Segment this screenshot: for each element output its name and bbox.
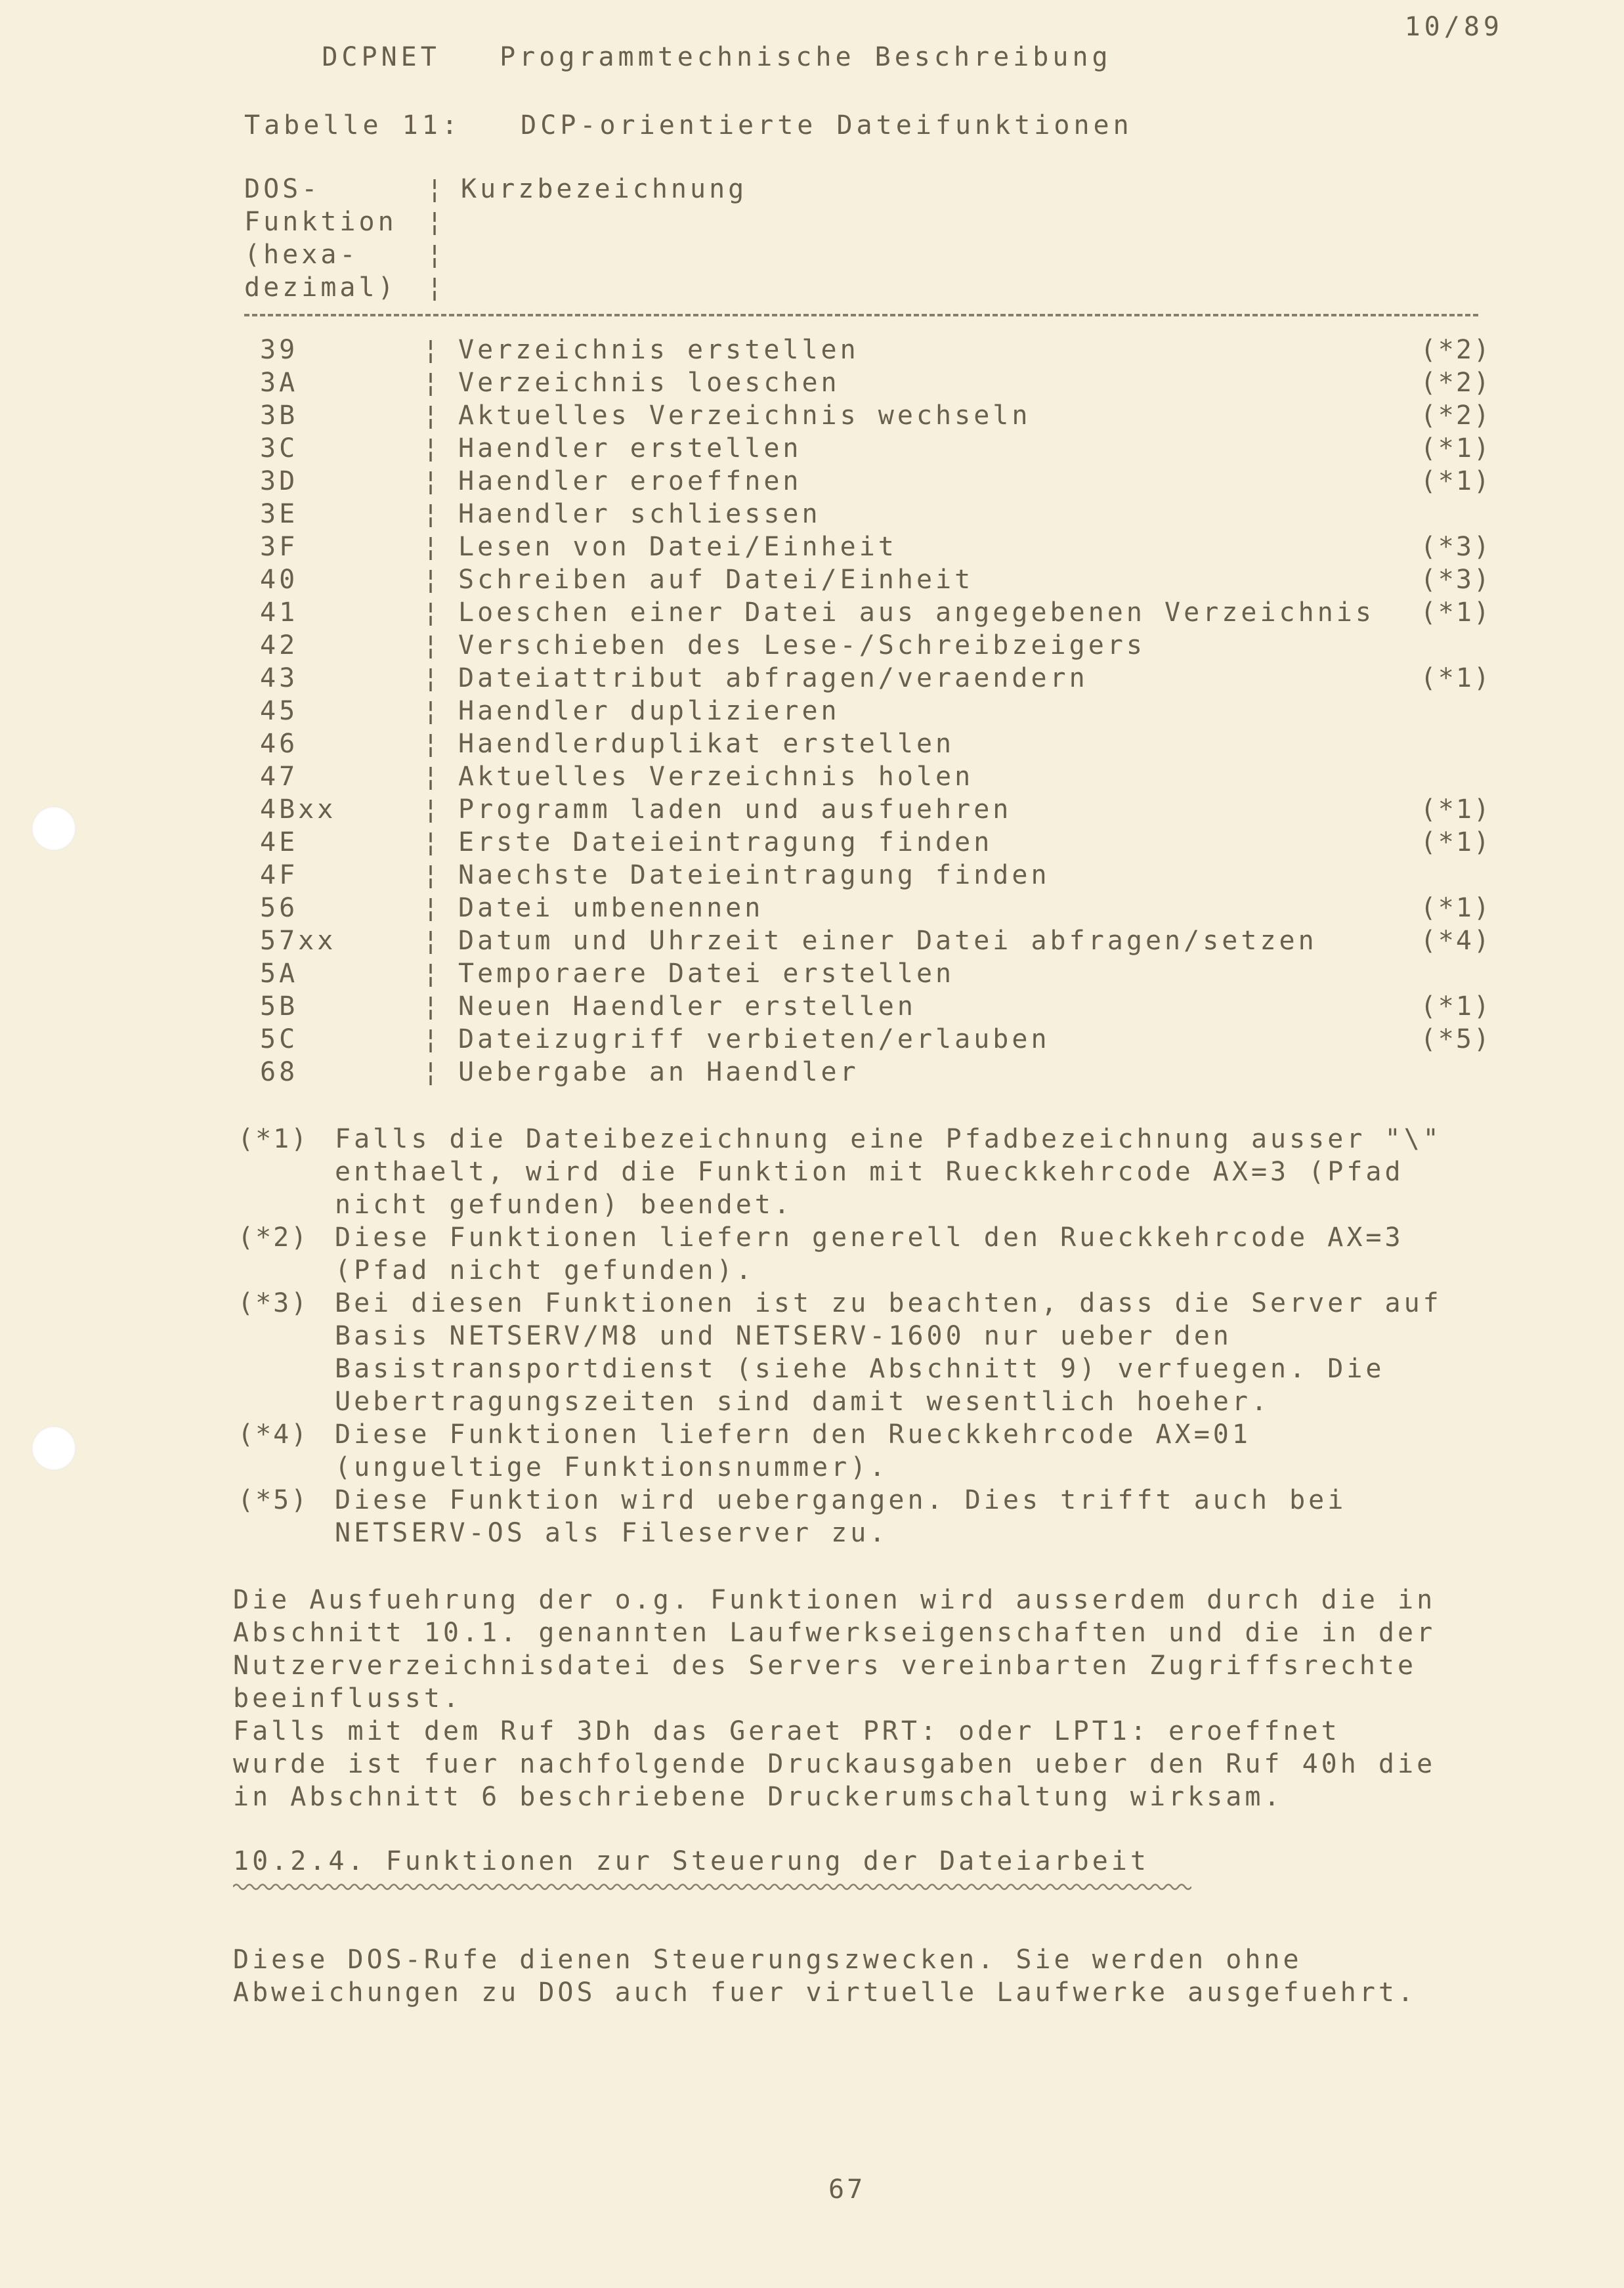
column-header-line: dezimal) [244,272,397,303]
column-separator: ¦ [423,433,442,464]
footnote-reference: (*1) [1420,794,1491,825]
section-heading: 10.2.4. Funktionen zur Steuerung der Dateiarbeit [233,1846,1149,1876]
footnote-tag: (*3) [238,1288,309,1318]
function-code: 5A [260,959,299,989]
header-date: 10/89 [1404,12,1503,42]
table-row [244,860,1491,893]
function-description: Lesen von Datei/Einheit [458,532,897,562]
function-description: Datum und Uhrzeit einer Datei abfragen/setzen [458,926,1317,956]
footnote [238,1418,1485,1484]
table-row [244,368,1491,400]
column-separator: ¦ [423,630,442,660]
footnote-reference: (*1) [1420,991,1491,1022]
footnote-reference: (*3) [1420,532,1491,562]
column-separator: ¦ [423,860,442,890]
column-separator: ¦ [423,368,442,398]
column-separator: ¦ [423,959,442,989]
footnote-reference: (*1) [1420,597,1491,628]
punch-hole [32,1426,76,1471]
column-separator: ¦ [423,991,442,1022]
footnote-reference: (*1) [1420,827,1491,857]
footnote [238,1221,1485,1287]
footnote-text: Diese Funktionen liefern generell den Rueckkehrcode AX=3 (Pfad nicht gefunden). [335,1222,1404,1285]
function-description: Dateizugriff verbieten/erlauben [458,1024,1050,1054]
column-separator: ¦ [427,272,446,303]
function-code: 41 [260,597,299,628]
punch-hole [32,806,76,851]
column-header-kurz: Kurzbezeichnung [461,174,748,204]
footnote-text: Falls die Dateibezeichnung eine Pfadbezeichnung ausser "\" enthaelt, wird die Funktion mit Rueckkehrcode AX=3 (Pfad nicht gefunden) beendet. [335,1124,1442,1220]
table-row [244,663,1491,696]
column-separator: ¦ [423,696,442,726]
table-row [244,893,1491,926]
table-row [244,400,1491,433]
table-column-header [244,174,1491,305]
function-code: 43 [260,663,299,693]
function-code: 45 [260,696,299,726]
function-code: 3F [260,532,299,562]
footnote-text: Diese Funktionen liefern den Rueckkehrcode AX=01 (ungueltige Funktionsnummer). [335,1419,1251,1482]
table-row [244,794,1491,827]
column-separator: ¦ [423,926,442,956]
function-description: Verzeichnis erstellen [458,335,859,365]
table-row [244,926,1491,959]
footnote-text: Diese Funktion wird uebergangen. Dies trifft auch bei NETSERV-OS als Fileserver zu. [335,1485,1347,1548]
function-code: 3C [260,433,299,464]
footnote-tag: (*5) [238,1485,309,1515]
function-code: 57xx [260,926,337,956]
footnote-reference: (*2) [1420,400,1491,431]
header-title: DCPNET Programmtechnische Beschreibung [322,42,1112,72]
column-separator: ¦ [423,335,442,365]
function-code: 3D [260,466,299,496]
column-separator: ¦ [423,663,442,693]
table-row [244,532,1491,565]
function-description: Dateiattribut abfragen/veraendern [458,663,1088,693]
column-separator: ¦ [423,729,442,759]
column-header-line: Funktion [244,207,397,237]
column-header-line: DOS- [244,174,321,204]
footnote [238,1287,1485,1418]
function-code: 42 [260,630,299,660]
table-row [244,433,1491,466]
function-description: Uebergabe an Haendler [458,1057,859,1087]
footnote-reference: (*3) [1420,565,1491,595]
table-row [244,1024,1491,1057]
function-description: Naechste Dateieintragung finden [458,860,1050,890]
table-row [244,499,1491,532]
function-description: Verschieben des Lese-/Schreibzeigers [458,630,1145,660]
footnote-reference: (*2) [1420,335,1491,365]
footnote-tag: (*4) [238,1419,309,1450]
heading-underline [233,1882,1191,1892]
function-code: 3E [260,499,299,529]
function-code: 40 [260,565,299,595]
column-separator: ¦ [423,597,442,628]
footnote-tag: (*2) [238,1222,309,1253]
function-code: 46 [260,729,299,759]
footnote-reference: (*1) [1420,893,1491,923]
table-row [244,696,1491,729]
column-separator: ¦ [423,466,442,496]
column-separator: ¦ [427,207,446,237]
table-row [244,1057,1491,1090]
table-row [244,466,1491,499]
column-separator: ¦ [423,532,442,562]
function-code: 5C [260,1024,299,1054]
function-description: Haendler duplizieren [458,696,840,726]
column-separator: ¦ [423,893,442,923]
table-row [244,729,1491,762]
function-description: Erste Dateieintragung finden [458,827,993,857]
function-code: 4Bxx [260,794,337,825]
table-row [244,335,1491,368]
table-row [244,991,1491,1024]
paragraph-execution: Die Ausfuehrung der o.g. Funktionen wird ausserdem durch die in Abschnitt 10.1. genannten Laufwerkseigenschaften und die in der Nutzerverzeichnisdatei des Servers vereinbarten Zugriffsrechte beeinflusst. Falls mit dem Ruf 3Dh das Geraet PRT: oder LPT1: eroeffnet wurde ist fuer nachfolgende Druckausgaben ueber den Ruf 40h die in Abschnitt 6 beschriebene Druckerumschaltung wirksam. [233,1585,1436,1812]
function-code: 4E [260,827,299,857]
function-description: Verzeichnis loeschen [458,368,840,398]
column-header-line: (hexa- [244,240,359,270]
function-code: 47 [260,762,299,792]
page-number: 67 [828,2174,866,2205]
table-row [244,959,1491,991]
column-separator: ¦ [423,1024,442,1054]
function-description: Haendler erstellen [458,433,802,464]
column-separator: ¦ [423,827,442,857]
function-description: Aktuelles Verzeichnis wechseln [458,400,1031,431]
function-code: 3B [260,400,299,431]
function-description: Datei umbenennen [458,893,764,923]
function-description: Programm laden und ausfuehren [458,794,1012,825]
function-code: 4F [260,860,299,890]
column-separator: ¦ [423,1057,442,1087]
paragraph-control: Diese DOS-Rufe dienen Steuerungszwecken. Sie werden ohne Abweichungen zu DOS auch fuer virtuelle Laufwerke ausgefuehrt. [233,1945,1417,2008]
function-description: Temporaere Datei erstellen [458,959,955,989]
function-code: 39 [260,335,299,365]
table-row [244,630,1491,663]
table-divider [244,314,1478,316]
function-description: Haendlerduplikat erstellen [458,729,955,759]
footnote-reference: (*2) [1420,368,1491,398]
function-description: Neuen Haendler erstellen [458,991,916,1022]
function-code: 68 [260,1057,299,1087]
function-code: 56 [260,893,299,923]
footnote-reference: (*4) [1420,926,1491,956]
footnote [238,1484,1485,1549]
footnote-reference: (*1) [1420,466,1491,496]
function-description: Aktuelles Verzeichnis holen [458,762,974,792]
function-code: 3A [260,368,299,398]
column-separator: ¦ [423,565,442,595]
table-row [244,565,1491,597]
column-separator: ¦ [423,794,442,825]
function-description: Haendler eroeffnen [458,466,802,496]
table-row [244,762,1491,794]
footnote-reference: (*5) [1420,1024,1491,1054]
column-separator: ¦ [423,499,442,529]
function-description: Schreiben auf Datei/Einheit [458,565,974,595]
column-separator: ¦ [427,240,446,270]
footnote [238,1123,1485,1221]
function-description: Haendler schliessen [458,499,821,529]
footnotes [238,1123,1485,1549]
function-table [244,335,1491,1090]
column-separator: ¦ [423,400,442,431]
table-row [244,597,1491,630]
footnote-reference: (*1) [1420,663,1491,693]
function-description: Loeschen einer Datei aus angegebenen Verzeichnis [458,597,1375,628]
column-separator: ¦ [423,762,442,792]
table-title: Tabelle 11: DCP-orientierte Dateifunktionen [244,110,1133,140]
table-row [244,827,1491,860]
column-separator: ¦ [427,174,446,204]
function-code: 5B [260,991,299,1022]
footnote-reference: (*1) [1420,433,1491,464]
footnote-tag: (*1) [238,1124,309,1154]
footnote-text: Bei diesen Funktionen ist zu beachten, dass die Server auf Basis NETSERV/M8 und NETSERV-1600 nur ueber den Basistransportdienst (siehe Abschnitt 9) verfuegen. Die Uebertragungszeiten sind damit wesentlich hoeher. [335,1288,1442,1417]
